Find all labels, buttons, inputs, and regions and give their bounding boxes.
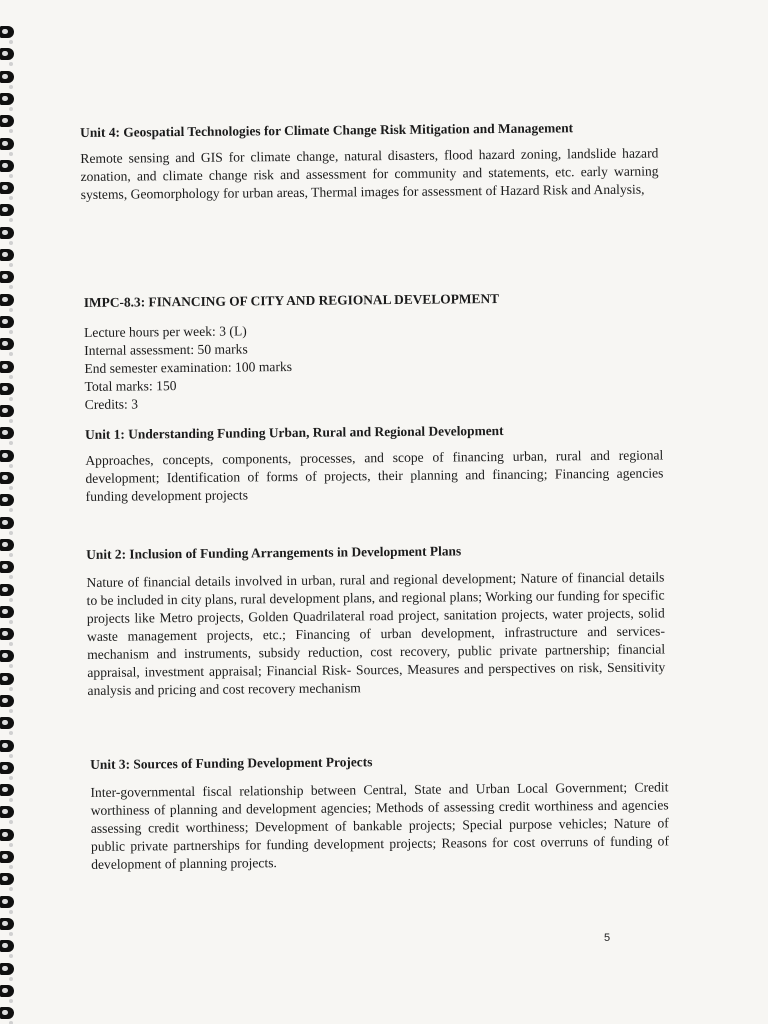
binding-ring xyxy=(0,829,14,841)
binding-hole xyxy=(9,85,13,89)
binding-ring xyxy=(0,204,14,216)
unit2-text: Nature of financial details involved in urban, rural and regional development; Nature of financial details to be included in city plans, rural development plans, and regional plans; Working our funding for specific projects like Metro projects, Golden Quadrilateral road project, sanitation projects, water projects, solid waste management projects, etc.; Financing of urban development, infrastructure and services- mechanism and instruments, subsidy reduction, cost recovery, public private partnership; financial appraisal, investment appraisal; Financial Risk- Sources, Measures and perspectives on risk, Sensitivity analysis and pricing and cost recovery mechanism xyxy=(86,569,666,698)
unit1-section xyxy=(85,420,664,506)
binding-hole xyxy=(9,375,13,379)
binding-ring xyxy=(0,227,14,239)
binding-ring xyxy=(0,940,14,952)
binding-hole xyxy=(9,664,13,668)
binding-hole xyxy=(9,932,13,936)
binding-hole xyxy=(9,731,13,735)
binding-hole xyxy=(9,642,13,646)
internal-assessment: Internal assessment: 50 marks xyxy=(84,341,248,358)
binding-hole xyxy=(9,887,13,891)
binding-hole xyxy=(9,107,13,111)
binding-ring xyxy=(0,650,14,662)
binding-ring xyxy=(0,606,14,618)
binding-hole xyxy=(9,196,13,200)
binding-ring xyxy=(0,48,14,60)
binding-ring xyxy=(0,472,14,484)
binding-hole xyxy=(9,687,13,691)
binding-hole xyxy=(9,754,13,758)
binding-ring xyxy=(0,517,14,529)
binding-ring xyxy=(0,873,14,885)
binding-hole xyxy=(9,954,13,958)
binding-hole xyxy=(9,174,13,178)
binding-ring xyxy=(0,985,14,997)
binding-hole xyxy=(9,352,13,356)
unit3-heading: Unit 3: Sources of Funding Development Projects xyxy=(90,754,373,772)
unit4-text: Remote sensing and GIS for climate change, natural disasters, flood hazard zoning, landslide hazard zonation, and climate change risk and assessment for community and statements, etc. early warning systems, Geomorphology for urban areas, Thermal images for assessment of Hazard Risk and Analysis, xyxy=(80,145,659,202)
binding-ring xyxy=(0,695,14,707)
binding-ring xyxy=(0,851,14,863)
spiral-binding xyxy=(0,0,24,1024)
binding-hole xyxy=(9,843,13,847)
binding-hole xyxy=(9,218,13,222)
unit2-heading: Unit 2: Inclusion of Funding Arrangements in Development Plans xyxy=(86,543,462,562)
binding-ring xyxy=(0,806,14,818)
binding-hole xyxy=(9,152,13,156)
total-marks: Total marks: 150 xyxy=(84,378,177,394)
binding-ring xyxy=(0,896,14,908)
binding-ring xyxy=(0,1007,14,1019)
course-section xyxy=(84,288,663,414)
unit1-text: Approaches, concepts, components, processes, and scope of financing urban, rural and regional development; Identification of forms of projects, their planning and financing; Financing agencies funding development projects xyxy=(85,447,664,504)
binding-hole xyxy=(9,865,13,869)
binding-ring xyxy=(0,450,14,462)
binding-ring xyxy=(0,361,14,373)
binding-hole xyxy=(9,241,13,245)
binding-ring xyxy=(0,294,14,306)
binding-hole xyxy=(9,977,13,981)
binding-ring xyxy=(0,784,14,796)
binding-hole xyxy=(9,486,13,490)
binding-ring xyxy=(0,918,14,930)
unit3-text: Inter-governmental fiscal relationship between Central, State and Urban Local Government; Credit worthiness of planning and development agencies; Methods of assessing credit worthiness and agencies assessing credit worthiness; Development of bankable projects; Special purpose vehicles; Nature of public private partnerships for funding development projects; Reasons for cost overruns of funding of development of planning projects. xyxy=(90,779,670,872)
binding-hole xyxy=(9,62,13,66)
binding-hole xyxy=(9,910,13,914)
binding-ring xyxy=(0,138,14,150)
binding-hole xyxy=(9,709,13,713)
binding-hole xyxy=(9,129,13,133)
unit2-section xyxy=(86,540,665,700)
binding-hole xyxy=(9,508,13,512)
binding-hole xyxy=(9,330,13,334)
binding-ring xyxy=(0,584,14,596)
lecture-hours: Lecture hours per week: 3 (L) xyxy=(83,323,247,340)
binding-ring xyxy=(0,427,14,439)
credits: Credits: 3 xyxy=(84,396,139,412)
binding-hole xyxy=(9,464,13,468)
binding-hole xyxy=(9,553,13,557)
binding-hole xyxy=(9,441,13,445)
unit4-section xyxy=(80,118,659,204)
binding-ring xyxy=(0,673,14,685)
binding-ring xyxy=(0,740,14,752)
unit4-heading: Unit 4: Geospatial Technologies for Climate Change Risk Mitigation and Management xyxy=(80,120,574,140)
binding-ring xyxy=(0,963,14,975)
binding-ring xyxy=(0,115,14,127)
binding-ring xyxy=(0,160,14,172)
course-heading: IMPC-8.3: FINANCING OF CITY AND REGIONAL DEVELOPMENT xyxy=(83,290,500,310)
binding-hole xyxy=(9,798,13,802)
binding-ring xyxy=(0,405,14,417)
binding-ring xyxy=(0,93,14,105)
unit3-section xyxy=(90,750,669,874)
binding-ring xyxy=(0,494,14,506)
binding-ring xyxy=(0,717,14,729)
page-content xyxy=(80,112,670,872)
binding-ring xyxy=(0,628,14,640)
binding-hole xyxy=(9,308,13,312)
page-number: 5 xyxy=(604,932,611,944)
end-semester-examination: End semester examination: 100 marks xyxy=(84,358,293,376)
unit1-heading: Unit 1: Understanding Funding Urban, Rural and Regional Development xyxy=(84,422,504,442)
binding-hole xyxy=(9,285,13,289)
binding-ring xyxy=(0,26,14,38)
binding-ring xyxy=(0,316,14,328)
binding-hole xyxy=(9,999,13,1003)
binding-ring xyxy=(0,762,14,774)
course-info xyxy=(84,318,663,414)
binding-hole xyxy=(9,820,13,824)
binding-ring xyxy=(0,249,14,261)
binding-ring xyxy=(0,338,14,350)
binding-hole xyxy=(9,575,13,579)
binding-hole xyxy=(9,598,13,602)
binding-ring xyxy=(0,182,14,194)
binding-hole xyxy=(9,531,13,535)
binding-hole xyxy=(9,419,13,423)
binding-ring xyxy=(0,561,14,573)
binding-ring xyxy=(0,539,14,551)
binding-ring xyxy=(0,71,14,83)
binding-hole xyxy=(9,263,13,267)
binding-hole xyxy=(9,397,13,401)
binding-ring xyxy=(0,383,14,395)
binding-hole xyxy=(9,620,13,624)
binding-hole xyxy=(9,40,13,44)
binding-ring xyxy=(0,271,14,283)
binding-hole xyxy=(9,776,13,780)
